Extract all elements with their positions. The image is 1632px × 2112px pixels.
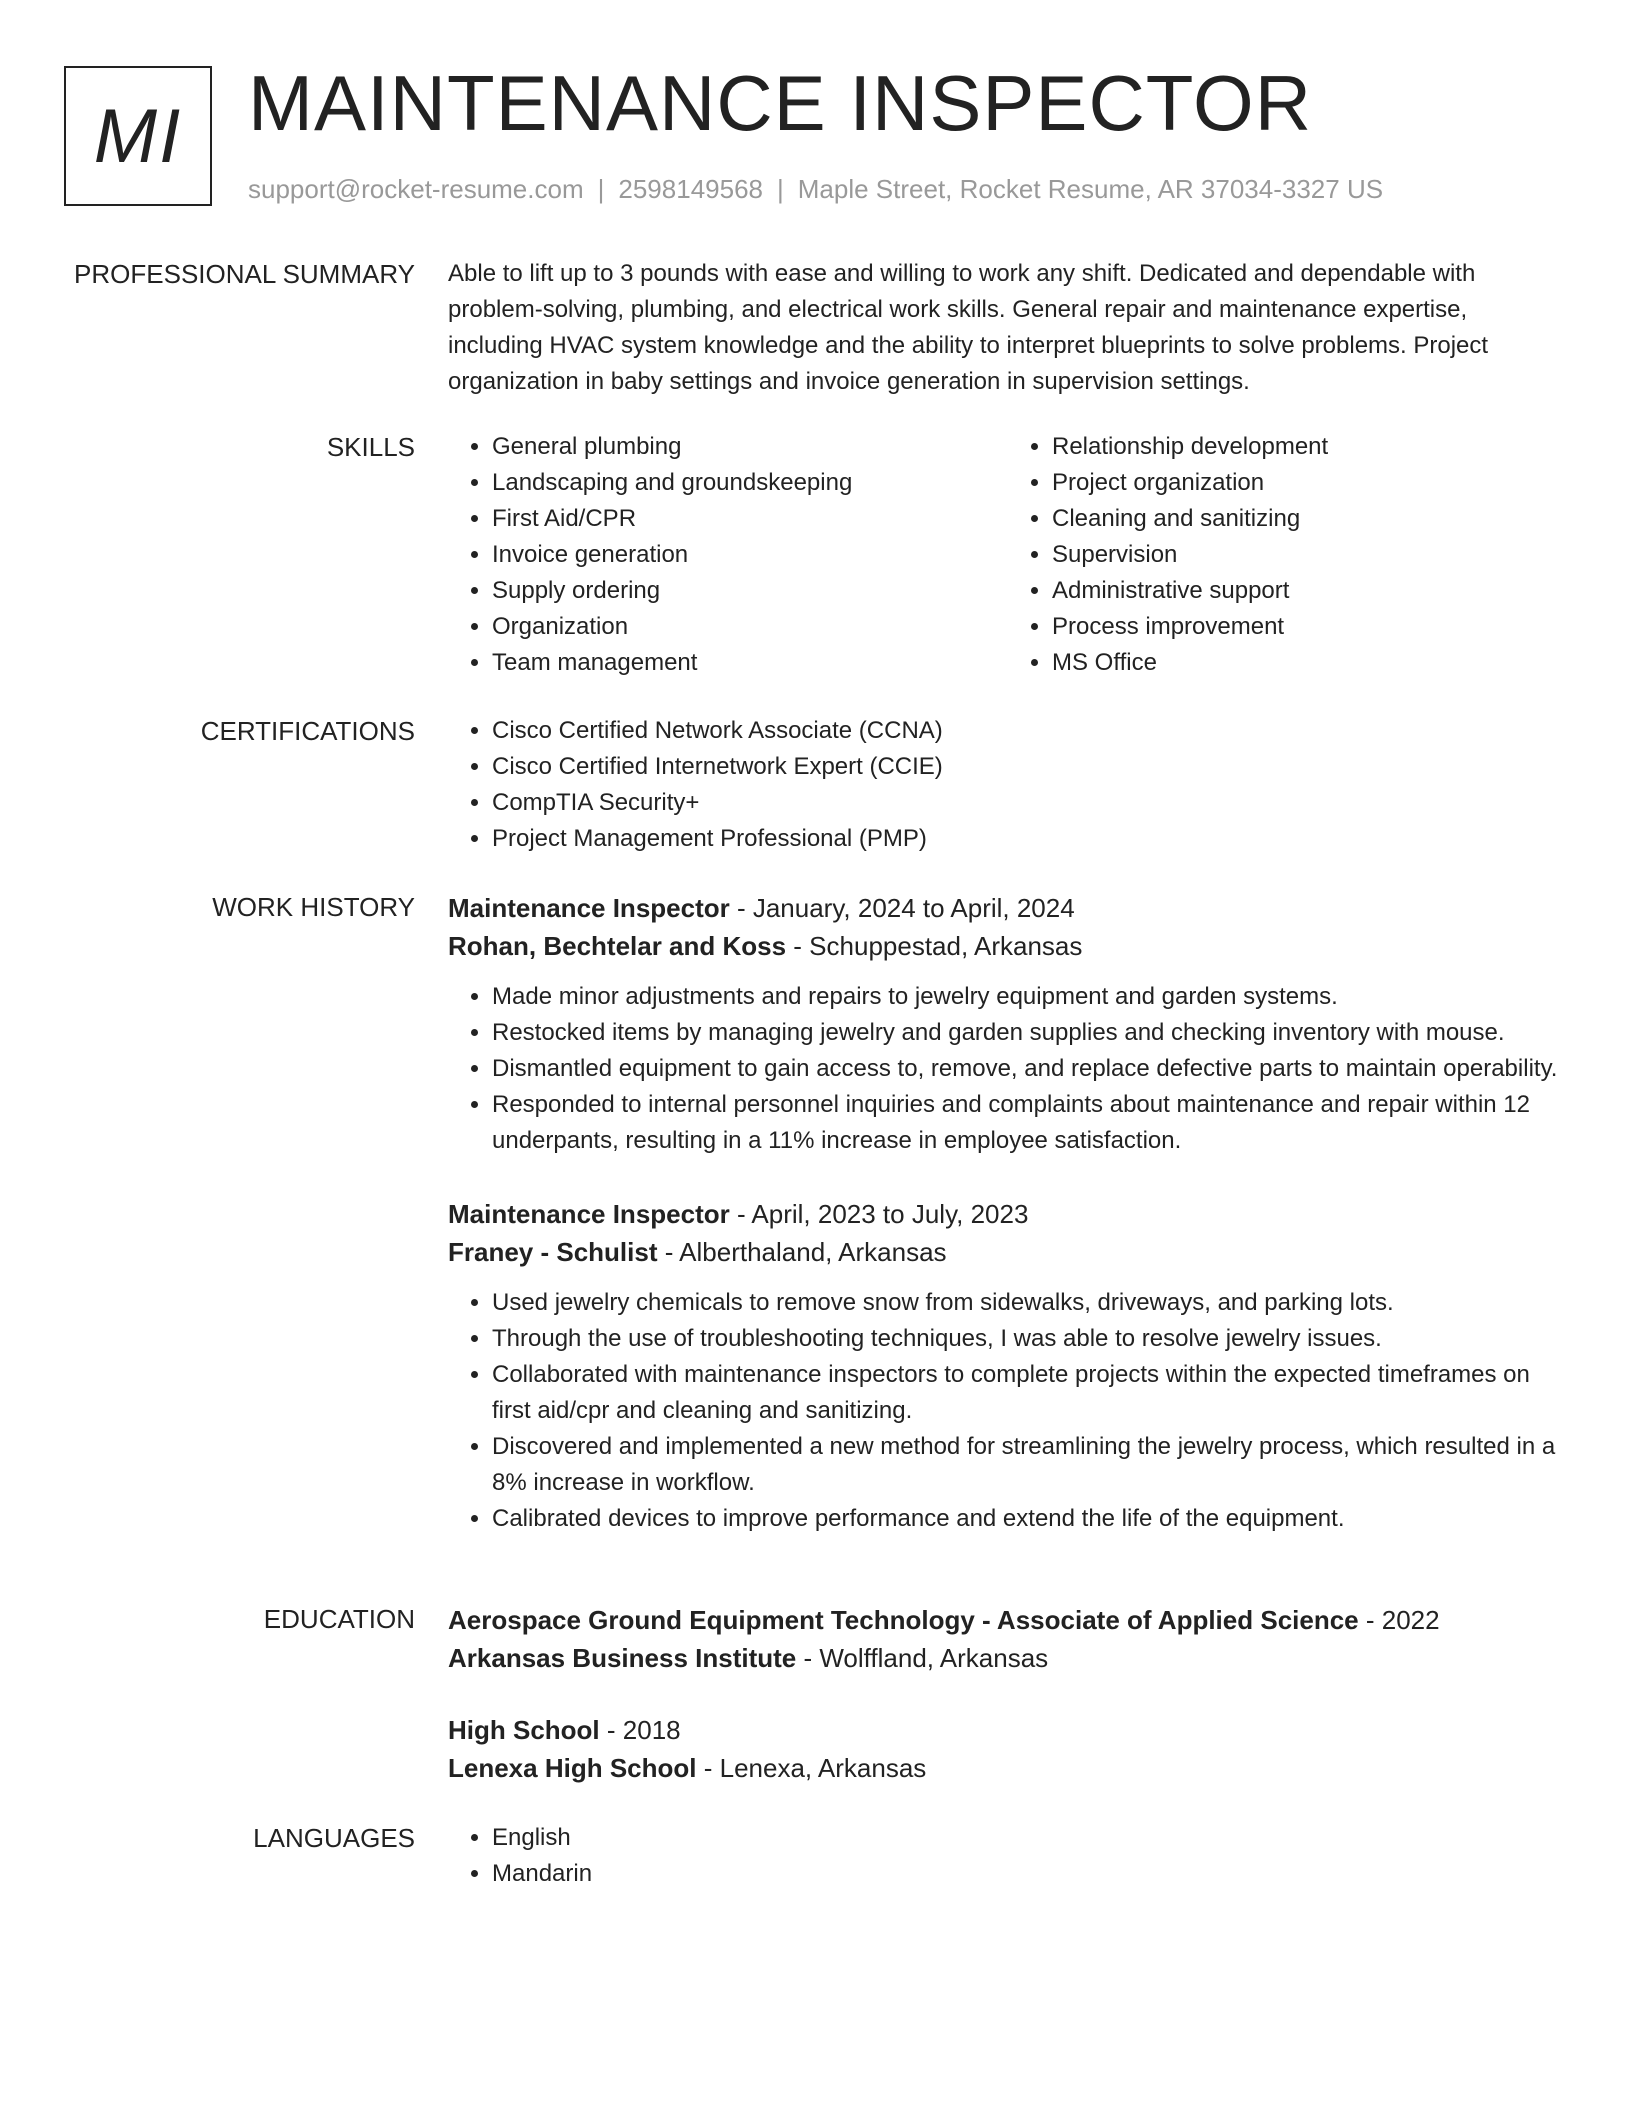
certifications-list — [448, 713, 1568, 857]
list-item: • First Aid/CPR — [492, 501, 1008, 537]
list-item: • Used jewelry chemicals to remove snow from sidewalks, driveways, and parking lots. — [492, 1285, 1568, 1321]
job-title-line — [448, 889, 1568, 927]
list-item: • Landscaping and groundskeeping — [492, 465, 1008, 501]
languages-list — [448, 1820, 1568, 1892]
list-item: • Cisco Certified Network Associate (CCNA) — [492, 713, 1568, 749]
contact-email: support@rocket-resume.com — [248, 174, 584, 204]
list-item: • Calibrated devices to improve performance and extend the life of the equipment. — [492, 1501, 1568, 1537]
school-name: Arkansas Business Institute — [448, 1643, 797, 1673]
list-item: • Mandarin — [492, 1856, 1568, 1892]
contact-address: Maple Street, Rocket Resume, AR 37034-3327 US — [797, 174, 1384, 204]
contact-line — [248, 174, 1383, 205]
job-dates: - April, 2023 to July, 2023 — [729, 1199, 1029, 1229]
job-bullets — [448, 1285, 1568, 1537]
section-label: LANGUAGES — [253, 1823, 415, 1853]
list-item: • MS Office — [1052, 645, 1568, 681]
school-line — [448, 1639, 1568, 1677]
list-item: • Made minor adjustments and repairs to jewelry equipment and garden systems. — [492, 979, 1568, 1015]
list-item: • Process improvement — [1052, 609, 1568, 645]
list-item: • General plumbing — [492, 429, 1008, 465]
list-item: • Organization — [492, 609, 1008, 645]
summary-text: Able to lift up to 3 pounds with ease and willing to work any shift. Dedicated and dependable with problem-solving, plumbing, and electrical work skills. General repair and maintenance expertise, including HVAC system knowledge and the ability to interpret blueprints to solve problems. Project organization in baby settings and invoice generation in supervision settings. — [448, 260, 1489, 395]
job-location: - Alberthaland, Arkansas — [657, 1237, 947, 1267]
job-title-line — [448, 1195, 1568, 1233]
school-line — [448, 1749, 1568, 1787]
list-item: • Through the use of troubleshooting techniques, I was able to resolve jewelry issues. — [492, 1321, 1568, 1357]
contact-phone: 2598149568 — [618, 174, 763, 204]
skills-list-right — [1008, 429, 1568, 681]
list-item: • Cisco Certified Internetwork Expert (CCIE) — [492, 749, 1568, 785]
list-item: • Cleaning and sanitizing — [1052, 501, 1568, 537]
job-company: Franey - Schulist — [448, 1237, 658, 1267]
section-label: WORK HISTORY — [212, 892, 415, 922]
degree-line — [448, 1711, 1568, 1749]
job-bullets — [448, 979, 1568, 1159]
education-entry — [448, 1601, 1568, 1677]
list-item: • Supply ordering — [492, 573, 1008, 609]
degree-line — [448, 1601, 1568, 1639]
school-location: - Wolffland, Arkansas — [796, 1643, 1049, 1673]
job-location: - Schuppestad, Arkansas — [786, 931, 1083, 961]
degree: High School — [448, 1715, 600, 1745]
section-label: EDUCATION — [263, 1604, 415, 1634]
list-item: • Administrative support — [1052, 573, 1568, 609]
section-label: PROFESSIONAL SUMMARY — [74, 259, 415, 289]
list-item: • Dismantled equipment to gain access to, remove, and replace defective parts to maintain operability. — [492, 1051, 1568, 1087]
list-item: • Relationship development — [1052, 429, 1568, 465]
job-company-line — [448, 1233, 1568, 1271]
list-item: • Team management — [492, 645, 1008, 681]
school-location: - Lenexa, Arkansas — [696, 1753, 927, 1783]
graduation-year: - 2022 — [1358, 1605, 1440, 1635]
education-entry — [448, 1711, 1568, 1787]
school-name: Lenexa High School — [448, 1753, 697, 1783]
job-entry — [448, 1195, 1568, 1537]
skills-list-left — [448, 429, 1008, 681]
list-item: • CompTIA Security+ — [492, 785, 1568, 821]
job-entry — [448, 889, 1568, 1159]
list-item: • Discovered and implemented a new method for streamlining the jewelry process, which resulted in a 8% increase in workflow. — [492, 1429, 1568, 1501]
list-item: • Project organization — [1052, 465, 1568, 501]
list-item: • Invoice generation — [492, 537, 1008, 573]
job-company-line — [448, 927, 1568, 965]
job-title: Maintenance Inspector — [448, 893, 730, 923]
list-item: • Responded to internal personnel inquiries and complaints about maintenance and repair within 12 underpants, resulting in a 11% increase in employee satisfaction. — [492, 1087, 1568, 1159]
section-label: SKILLS — [326, 432, 415, 462]
list-item: • English — [492, 1820, 1568, 1856]
list-item: • Collaborated with maintenance inspectors to complete projects within the expected timeframes on first aid/cpr and cleaning and sanitizing. — [492, 1357, 1568, 1429]
list-item: • Project Management Professional (PMP) — [492, 821, 1568, 857]
degree: Aerospace Ground Equipment Technology - Associate of Applied Science — [448, 1605, 1359, 1635]
graduation-year: - 2018 — [599, 1715, 681, 1745]
job-company: Rohan, Bechtelar and Koss — [448, 931, 787, 961]
page-title: MAINTENANCE INSPECTOR — [248, 59, 1313, 147]
section-label: CERTIFICATIONS — [200, 716, 415, 746]
monogram: MI — [64, 66, 212, 206]
job-dates: - January, 2024 to April, 2024 — [729, 893, 1075, 923]
list-item: • Restocked items by managing jewelry and garden supplies and checking inventory with mouse. — [492, 1015, 1568, 1051]
job-title: Maintenance Inspector — [448, 1199, 730, 1229]
list-item: • Supervision — [1052, 537, 1568, 573]
contact-separator: | — [597, 174, 605, 204]
contact-separator: | — [777, 174, 784, 204]
